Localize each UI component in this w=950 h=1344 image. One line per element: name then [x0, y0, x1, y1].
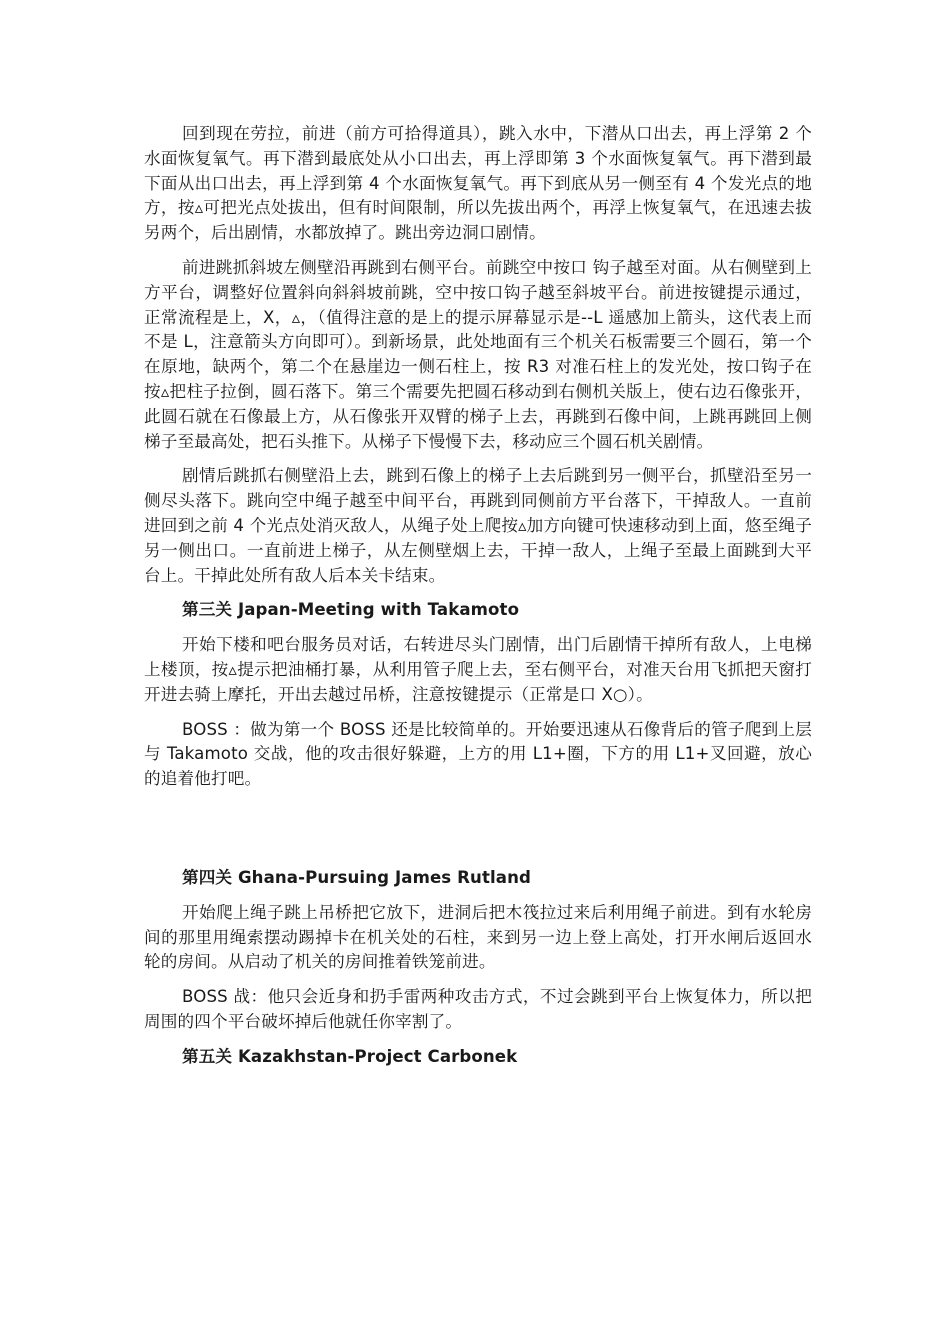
paragraph-japan-walkthrough: 开始下楼和吧台服务员对话，右转进尽头门剧情，出门后剧情干掉所有敌人，上电梯上楼顶，按▵提示把油桶打暴，从利用管子爬上去，至右侧平台，对准天台用飞抓把天窗打开进去骑上摩托，开出去越过吊桥，注意按键提示（正常是口 X○）。: [144, 635, 812, 704]
heading-level-5: 第五关 Kazakhstan-Project Carbonek: [182, 1046, 518, 1066]
paragraph-underwater-oxygen: 回到现在劳拉，前进（前方可拾得道具），跳入水中，下潜从口出去，再上浮第 2 个水面恢复氧气。再下潜到最底处从小口出去，再上浮即第 3 个水面恢复氧气。再下潜到最下面从出口出去，再上浮到第 4 个水面恢复氧气。再下到底从另一侧至有 4 个发光点的地方，按▵可把光点处拔出，但有时间限制，所以先拔出两个，再浮上恢复氧气，在迅速去拔另两个，后出剧情，水都放掉了。跳出旁边洞口剧情。: [144, 124, 812, 243]
paragraph-level-end: 剧情后跳抓右侧壁沿上去，跳到石像上的梯子上去后跳到另一侧平台，抓壁沿至另一侧尽头落下。跳向空中绳子越至中间平台，再跳到同侧前方平台落下，干掉敌人。一直前进回到之前 4 个光点处消灭敌人，从绳子处上爬按▵加方向键可快速移动到上面，悠至绳子另一侧出口。一直前进上梯子，从左侧壁烟上去，干掉一敌人，上绳子至最上面跳到大平台上。干掉此处所有敌人后本关卡结束。: [144, 466, 812, 585]
document-body: [144, 122, 812, 1080]
section-gap: [144, 802, 812, 866]
paragraph-ghana-walkthrough: 开始爬上绳子跳上吊桥把它放下，进洞后把木筏拉过来后利用绳子前进。到有水轮房间的那里用绳索摆动踢掉卡在机关处的石柱，来到另一边上登上高处，打开水闸后返回水轮的房间。从启动了机关的房间推着铁笼前进。: [144, 902, 812, 972]
paragraph-boss-takamoto: BOSS ：做为第一个 BOSS 还是比较简单的。开始要迅速从石像背后的管子爬到上层与 Takamoto 交战，他的攻击很好躲避，上方的用 L1+圈，下方的用 L1+叉回避，放心的追着他打吧。: [144, 719, 812, 789]
heading-level-4: 第四关 Ghana-Pursuing James Rutland: [182, 867, 531, 887]
heading-level-3: 第三关 Japan-Meeting with Takamoto: [182, 600, 520, 620]
paragraph-slope-and-boulders: 前进跳抓斜坡左侧壁沿再跳到右侧平台。前跳空中按口 钩子越至对面。从右侧壁到上方平台，调整好位置斜向斜斜坡前跳，空中按口钩子越至斜坡平台。前进按键提示通过，正常流程是上，X，▵，（值得注意的是上的提示屏幕显示是--L 遥感加上箭头，这代表上而不是 L，注意箭头方向即可）。到新场景，此处地面有三个机关石板需要三个圆石，第一个在原地，缺两个，第二个在悬崖边一侧石柱上，按 R3 对准石柱上的发光处，按口钩子在按▵把柱子拉倒，圆石落下。第三个需要先把圆石移动到右侧机关版上，使右边石像张开，此圆石就在石像最上方，从石像张开双臂的梯子上去，再跳到石像中间，上跳再跳回上侧梯子至最高处，把石头推下。从梯子下慢慢下去，移动应三个圆石机关剧情。: [144, 257, 812, 451]
paragraph-boss-rutland: BOSS 战：他只会近身和扔手雷两种攻击方式，不过会跳到平台上恢复体力，所以把周围的四个平台破坏掉后他就任你宰割了。: [144, 987, 812, 1031]
